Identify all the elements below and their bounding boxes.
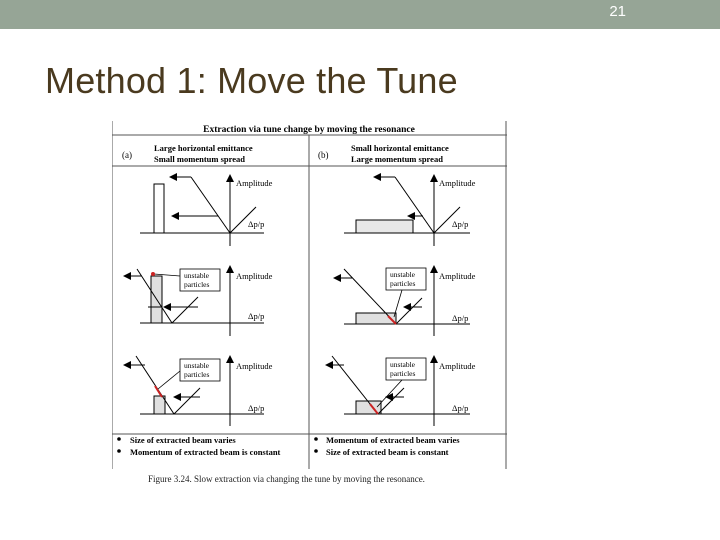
dp-label: Δp/p xyxy=(452,403,469,413)
amplitude-label: Amplitude xyxy=(439,271,476,281)
bullet-b-1: Momentum of extracted beam varies xyxy=(326,435,460,445)
panel-a2 xyxy=(124,266,273,336)
panel-a1 xyxy=(140,175,273,246)
unstable-label-line1: unstable xyxy=(184,271,209,280)
unstable-label-line2: particles xyxy=(184,280,210,289)
unstable-label-line2: particles xyxy=(390,279,416,288)
dp-label: Δp/p xyxy=(452,219,469,229)
unstable-label-line2: particles xyxy=(184,370,210,379)
unstable-label-line1: unstable xyxy=(390,360,415,369)
unstable-label-line1: unstable xyxy=(184,361,209,370)
slide-title: Method 1: Move the Tune xyxy=(45,60,458,101)
dp-label: Δp/p xyxy=(248,311,265,321)
top-bar xyxy=(0,0,720,29)
unstable-label-line1: unstable xyxy=(390,270,415,279)
bullet-b-2: Size of extracted beam is constant xyxy=(326,447,449,457)
col-b-tag: (b) xyxy=(318,150,329,160)
panel-b3 xyxy=(326,356,476,426)
bullets-a xyxy=(117,435,280,457)
dp-label: Δp/p xyxy=(248,403,265,413)
extraction-figure xyxy=(112,121,507,469)
amplitude-label: Amplitude xyxy=(236,271,273,281)
panel-a3 xyxy=(124,356,273,426)
unstable-marker xyxy=(151,272,155,276)
amplitude-label: Amplitude xyxy=(236,361,273,371)
col-b-line2: Large momentum spread xyxy=(351,154,443,164)
col-a-line2: Small momentum spread xyxy=(154,154,245,164)
bullet-a-2: Momentum of extracted beam is constant xyxy=(130,447,281,457)
col-a-tag: (a) xyxy=(122,150,132,160)
amplitude-label: Amplitude xyxy=(236,178,273,188)
figure-header: Extraction via tune change by moving the resonance xyxy=(203,125,415,135)
col-a-line1: Large horizontal emittance xyxy=(154,143,253,153)
panel-b1 xyxy=(344,175,476,246)
bullets-b xyxy=(314,435,460,457)
slide-number: 21 xyxy=(609,3,626,20)
amplitude-label: Amplitude xyxy=(439,361,476,371)
amplitude-label: Amplitude xyxy=(439,178,476,188)
dp-label: Δp/p xyxy=(248,219,265,229)
dp-label: Δp/p xyxy=(452,313,469,323)
extraction-diagram xyxy=(112,121,507,469)
figure-caption: Figure 3.24. Slow extraction via changing the tune by moving the resonance. xyxy=(148,474,425,484)
unstable-label-line2: particles xyxy=(390,369,416,378)
panel-b2 xyxy=(334,266,476,336)
bullet-a-1: Size of extracted beam varies xyxy=(130,435,236,445)
col-b-line1: Small horizontal emittance xyxy=(351,143,449,153)
